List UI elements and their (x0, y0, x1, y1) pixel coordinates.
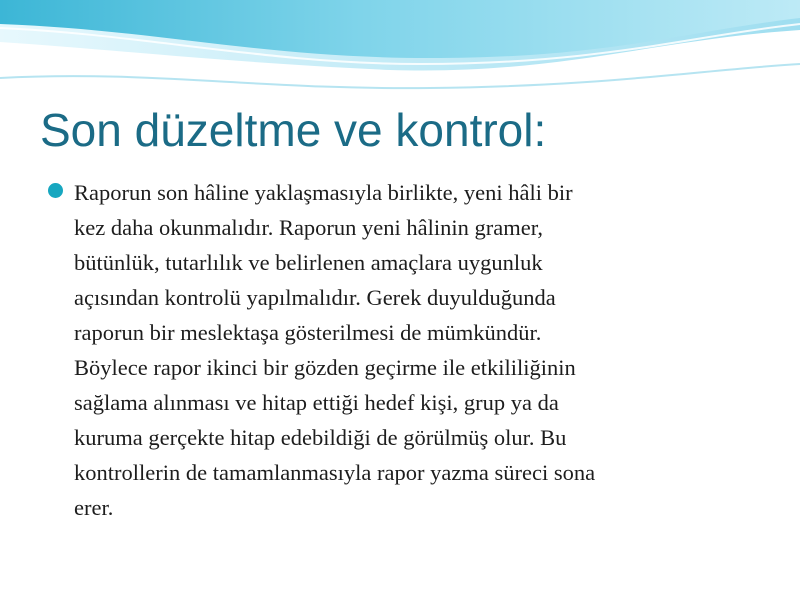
body-line: erer. (74, 495, 114, 520)
slide-title: Son düzeltme ve kontrol: (40, 104, 547, 156)
body-line: açısından kontrolü yapılmalıdır. Gerek duyulduğunda (74, 285, 556, 310)
body-line: bütünlük, tutarlılık ve belirlenen amaçlara uygunluk (74, 250, 543, 275)
body-line: Raporun son hâline yaklaşmasıyla birlikte, yeni hâli bir (74, 180, 573, 205)
bullet-text (74, 175, 754, 525)
wave-header-decoration (0, 0, 800, 95)
body-line: kez daha okunmalıdır. Raporun yeni hâlinin gramer, (74, 215, 543, 240)
body-line: kontrollerin de tamamlanmasıyla rapor yazma süreci sona (74, 460, 596, 485)
body-line: raporun bir meslektaşa gösterilmesi de mümkündür. (74, 320, 542, 345)
bullet-icon (48, 183, 63, 198)
body-line: sağlama alınması ve hitap ettiği hedef kişi, grup ya da (74, 390, 559, 415)
body-line: Böylece rapor ikinci bir gözden geçirme ile etkililiğinin (74, 355, 576, 380)
body-line: kuruma gerçekte hitap edebildiği de görülmüş olur. Bu (74, 425, 567, 450)
